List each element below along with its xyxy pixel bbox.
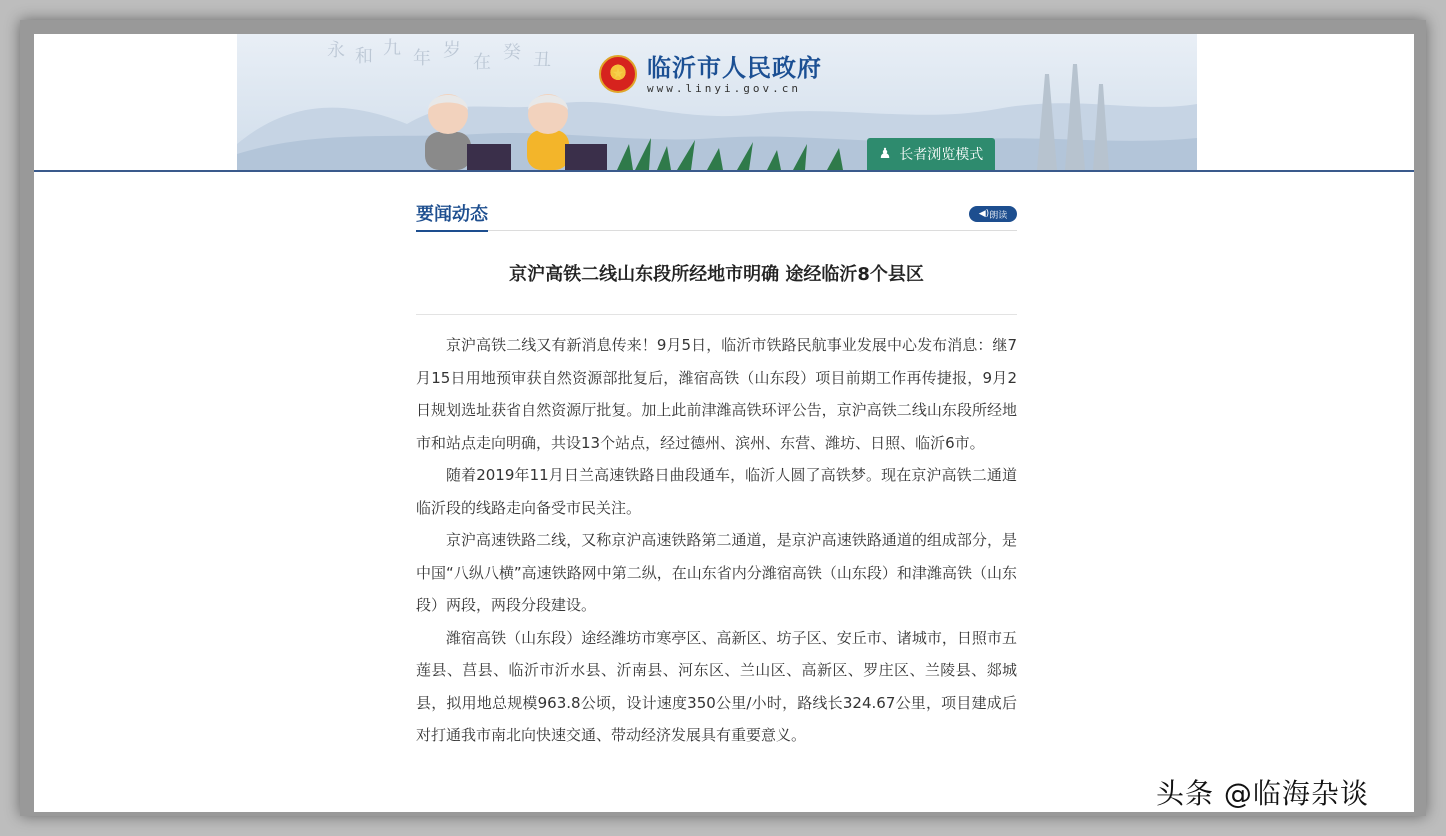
svg-text:在: 在 bbox=[473, 52, 491, 73]
svg-text:永: 永 bbox=[327, 40, 345, 61]
header-divider bbox=[34, 170, 1414, 172]
article-paragraph: 京沪高铁二线又有新消息传来！9月5日，临沂市铁路民航事业发展中心发布消息：继7月15日用地预审获自然资源部批复后，潍宿高铁（山东段）项目前期工作再传捷报，9月2日规划选址获省自然资源厅批复。加上此前津潍高铁环评公告，京沪高铁二线山东段所经地市和站点走向明确，共设13个站点，经过德州、滨州、东营、潍坊、日照、临沂6市。 bbox=[416, 336, 1017, 452]
read-aloud-label: 朗读 bbox=[989, 210, 1008, 221]
speaker-icon: ◀) bbox=[978, 209, 990, 219]
header-banner bbox=[237, 34, 1197, 170]
svg-text:岁: 岁 bbox=[443, 40, 461, 61]
watermark: 头条 @临海杂谈 bbox=[1156, 777, 1369, 810]
site-logo[interactable] bbox=[599, 50, 822, 98]
article-paragraph: 潍宿高铁（山东段）途经潍坊市寒亭区、高新区、坊子区、安丘市、诸城市，日照市五莲县、莒县、临沂市沂水县、沂南县、河东区、兰山区、高新区、罗庄区、兰陵县、郯城县，拟用地总规模963.8公顷，设计速度350公里/小时，路线长324.67公里，项目建成后对打通我市南北向快速交通、带动经济发展具有重要意义。 bbox=[416, 628, 1017, 744]
svg-text:丑: 丑 bbox=[533, 50, 551, 71]
section-header bbox=[416, 194, 1017, 231]
national-emblem-icon: ★ bbox=[599, 55, 637, 93]
elder-mode-label: 长者浏览模式 bbox=[899, 147, 984, 163]
svg-text:和: 和 bbox=[355, 46, 373, 67]
article-paragraph: 京沪高速铁路二线，又称京沪高速铁路第二通道，是京沪高速铁路通道的组成部分，是中国“八纵八横”高速铁路网中第二纵，在山东省内分潍宿高铁（山东段）和津潍高铁（山东段）两段，两段分段建设。 bbox=[416, 531, 1017, 614]
elder-mode-button[interactable] bbox=[867, 138, 995, 170]
svg-text:年: 年 bbox=[413, 48, 431, 69]
web-page bbox=[34, 34, 1414, 812]
article-body bbox=[416, 329, 1017, 752]
site-name: 临沂市人民政府 bbox=[647, 53, 822, 82]
article-title: 京沪高铁二线山东段所经地市明确 途经临沂8个县区 bbox=[509, 264, 924, 285]
title-divider bbox=[416, 314, 1017, 315]
section-title: 要闻动态 bbox=[416, 200, 488, 232]
person-icon: ♟ bbox=[878, 146, 892, 162]
svg-text:九: 九 bbox=[383, 38, 401, 59]
svg-text:癸: 癸 bbox=[503, 42, 521, 63]
read-aloud-button[interactable] bbox=[969, 206, 1017, 222]
article-paragraph: 随着2019年11月日兰高速铁路日曲段通车，临沂人圆了高铁梦。现在京沪高铁二通道临沂段的线路走向备受市民关注。 bbox=[416, 466, 1017, 517]
site-url: www.linyi.gov.cn bbox=[647, 81, 801, 95]
